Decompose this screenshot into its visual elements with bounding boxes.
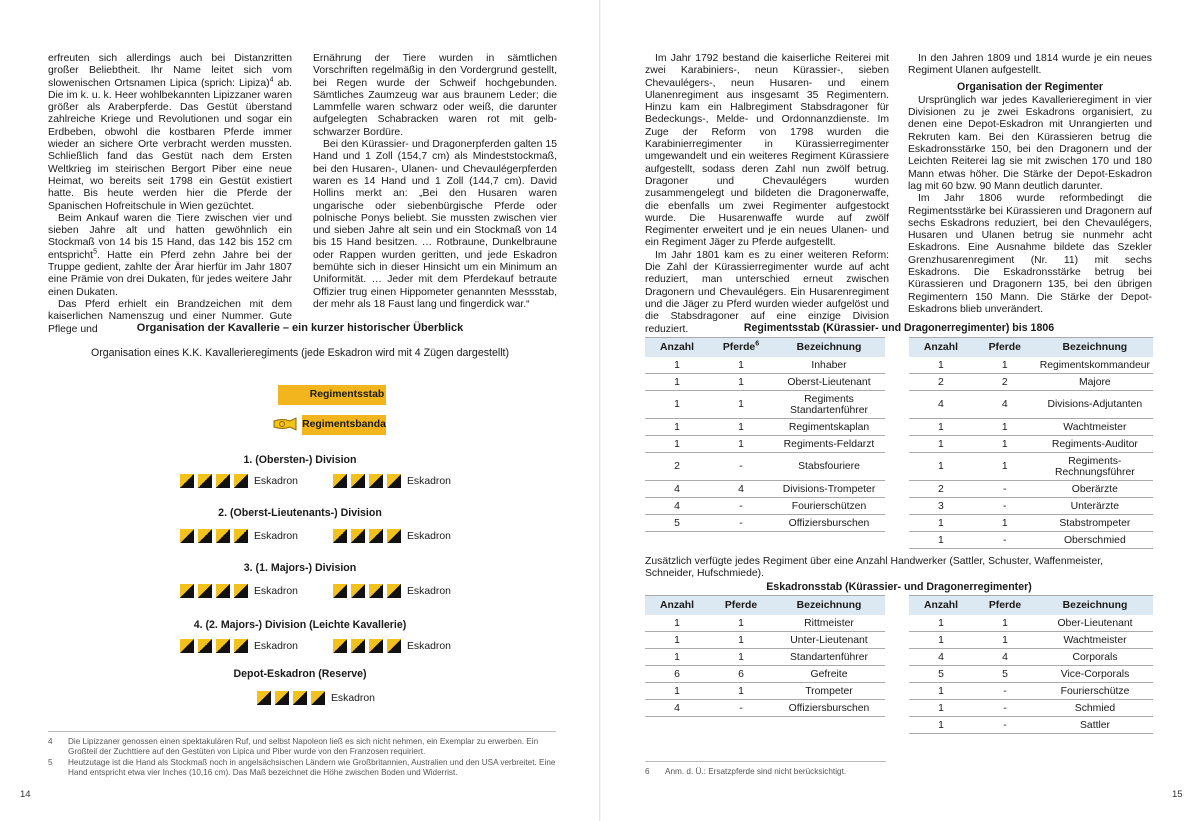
division-title: 4. (2. Majors-) Division (Leichte Kavallerie)	[193, 619, 407, 631]
zug-icon	[333, 639, 347, 653]
squadron-label: Eskadron	[407, 475, 451, 487]
zug-icon	[234, 474, 248, 488]
bugle-icon	[272, 417, 298, 431]
footnote: 4 Die Lipizzaner genossen einen spektakulären Ruf, und selbst Napoleon ließ es sich nicht nehmen, ein Exemplar zu erwerben. Ein Großteil der Zuchttiere auf den Gestüten von Lipica und Piber wurde von den Franzosen requiriert.	[48, 737, 539, 756]
page-number: 15	[1172, 789, 1183, 800]
zug-icon	[369, 639, 383, 653]
paragraph: Im Jahr 1806 wurde reformbedingt die Regimentsstärke bei Kürassieren und Dragonern auf sechs Eskadrons reduziert, bei den Chevaulégers, Husaren und Ulanen betrug sie nunmehr acht Eskadrons. Eine Ausnahme bildete das Szekler Grenzhusarenregiment (Nr. 11) mit sechs Eskadrons. Die Eskadronsstärke betrug bei Kürassieren und Dragonern 135, bei den übrigen Regimentern 150 Mann. Die Stärke der Depot-Eskadrons blieb unverändert.	[908, 193, 1152, 315]
regimentsbanda-label: Regimentsbanda	[302, 415, 386, 435]
zug-icon	[333, 474, 347, 488]
squadron-label: Eskadron	[254, 640, 298, 652]
zug-icon	[351, 584, 365, 598]
division-title: 1. (Obersten-) Division	[243, 454, 357, 466]
zug-icon	[351, 529, 365, 543]
footnote-ref[interactable]: 6	[755, 340, 760, 348]
zug-icon	[351, 639, 365, 653]
zug-icon	[198, 474, 212, 488]
squadron	[180, 584, 298, 598]
table-row: 2 - Stabsfouriere	[645, 453, 885, 481]
footnote-divider	[645, 761, 886, 762]
zug-icon	[333, 529, 347, 543]
zug-icon	[216, 584, 230, 598]
left-column-2	[313, 53, 557, 311]
footnote: 6 Anm. d. Ü.: Ersatzpferde sind nicht berücksichtigt.	[645, 767, 847, 776]
page-number: 14	[20, 789, 31, 800]
table-row: 1 1 Rittmeister	[645, 615, 885, 632]
squadron	[333, 584, 451, 598]
table-row: 1 - Oberschmied	[909, 532, 1153, 549]
column-header: Anzahl	[645, 338, 709, 358]
footnote-ref[interactable]: 5	[93, 248, 97, 256]
zug-icon	[234, 529, 248, 543]
zug-icon	[387, 529, 401, 543]
table-row: 1 - Schmied	[909, 700, 1153, 717]
table-row: 1 - Fourierschütze	[909, 683, 1153, 700]
zug-icon	[369, 474, 383, 488]
table-row: 1 1 Regiments-Feldarzt	[645, 436, 885, 453]
division-title: Depot-Eskadron (Reserve)	[233, 668, 367, 680]
column-header: Anzahl	[645, 596, 709, 616]
squadron-label: Eskadron	[254, 475, 298, 487]
zug-icon	[387, 474, 401, 488]
org-title: Organisation der Kavallerie – ein kurzer historischer Überblick	[136, 322, 464, 334]
squadron	[180, 474, 298, 488]
table2-left	[645, 595, 885, 717]
squadron-label: Eskadron	[254, 585, 298, 597]
column-header: Bezeichnung	[773, 338, 885, 358]
squadron	[180, 529, 298, 543]
table1-right	[909, 337, 1153, 549]
table-row: 1 1 Oberst-Lieutenant	[645, 374, 885, 391]
table2-title: Eskadronsstab (Kürassier- und Dragonerregimenter)	[766, 581, 1032, 593]
table1-title: Regimentsstab (Kürassier- und Dragonerregimenter) bis 1806	[743, 322, 1055, 334]
paragraph: Im Jahr 1801 kam es zu einer weiteren Reform: Die Zahl der Kürassierregimenter wurde auf acht reduziert, man unterschied erneut zwischen Dragonern und Chevaulégers. Ein Husarenregiment und die Jäger zu Pferd wurden wieder aufgelöst und die Stabsdragoner auf eine einzige Division reduziert.	[645, 249, 889, 335]
table-row: 1 1 Regiments- Rechnungsführer	[909, 453, 1153, 481]
zug-icon	[216, 529, 230, 543]
squadron	[333, 529, 451, 543]
regimentsstab-label: Regimentsstab	[308, 385, 386, 405]
table-row: 5 5 Vice-Corporals	[909, 666, 1153, 683]
paragraph: Ursprünglich war jedes Kavallerieregiment in vier Divisionen zu je zwei Eskadrons organisiert, zu denen eine Depot-Eskadron mit Unrangierten und Rekruten kam. Bei den Kürassieren betrug die Eskadronsstärke 150, bei den Dragonern und der Leichten Reiterei lag sie mit zwischen 170 und 180 Mann etwas höher. Die Stärke der Depot-Eskadron lag mit 60 bzw. 90 Mann deutlich darunter.	[908, 94, 1152, 192]
zug-icon	[275, 691, 289, 705]
zug-icon	[180, 474, 194, 488]
table-row: 6 6 Gefreite	[645, 666, 885, 683]
zug-icon	[198, 584, 212, 598]
paragraph: Ernährung der Tiere wurden in sämtlichen Vorschriften regelmäßig in den Vordergrund gestellt, bei Regen wurde der Schweif hochgebunden. Sämtliches Zaumzeug war aus braunem Leder; die Lammfelle waren schwarz oder weiß, die darunter aufgelegten Schabracken waren rot mit gelb-schwarzer Bordüre.	[313, 53, 557, 138]
table-row: 1 1 Regiments-Auditor	[909, 436, 1153, 453]
zug-icon	[333, 584, 347, 598]
division-title: 3. (1. Majors-) Division	[243, 562, 357, 574]
squadron-label: Eskadron	[331, 692, 375, 704]
zug-icon	[216, 639, 230, 653]
table-row: 1 1 Standartenführer	[645, 649, 885, 666]
table-row: 2 2 Majore	[909, 374, 1153, 391]
column-header: Bezeichnung	[1037, 338, 1153, 358]
squadron	[333, 474, 451, 488]
table-row: 1 1 Regimentskaplan	[645, 419, 885, 436]
squadron	[333, 639, 451, 653]
zug-icon	[387, 584, 401, 598]
zug-icon	[369, 529, 383, 543]
column-header: Anzahl	[909, 338, 973, 358]
column-header: Pferde	[709, 596, 773, 616]
column-header: Anzahl	[909, 596, 973, 616]
table-row: 1 1 Trompeter	[645, 683, 885, 700]
stab-color-block	[278, 385, 308, 405]
table1-left	[645, 337, 885, 532]
paragraph: Beim Ankauf waren die Tiere zwischen vier und sieben Jahre alt und hatten gewöhnlich ein Stockmaß von 14 bis 15 Hand, das 142 bis 152 cm entspricht$^5$. Hatte ein Pferd zehn Jahre bei der Truppe gedient, zahlte der Ärar hierfür im Jahr 1807 eine Prämie von drei Dukaten, für jedes weitere Jahr einen Dukaten.	[48, 212, 292, 298]
table-row: 1 1 Unter-Lieutenant	[645, 632, 885, 649]
additional-note: Zusätzlich verfügte jedes Regiment über eine Anzahl Handwerker (Sattler, Schuster, Waffenmeister, Schneider, Hufschmiede).	[645, 556, 1103, 580]
squadron-label: Eskadron	[407, 640, 451, 652]
paragraph: In den Jahren 1809 und 1814 wurde je ein neues Regiment Ulanen aufgestellt.	[908, 53, 1152, 77]
squadron	[257, 691, 375, 705]
paragraph: erfreuten sich allerdings auch bei Distanzritten großer Beliebtheit. Ihr Name leitet sich vom slowenischen Ortsnamen Lipica (sprich: Lipiza)$^4$ ab. Die im k. u. k. Heer wohlbekannten Lipizzaner waren größer als Araberpferde. Das Gestüt überstand zahlreiche Kriege und Revolutionen und sogar ein Erdbeben, obwohl die kostbaren Pferde immer wieder an sichere Orte verbracht werden mussten. Schließlich fand das Gestüt nach dem Ersten Weltkrieg im steirischen Bergort Piber eine neue Heimat, wo bereits seit 1798 ein Gestüt existiert hatte. Bis heute werden hier die Pferde der Spanischen Hofreitschule in Wien gezüchtet.	[48, 53, 292, 212]
table-row: 1 - Sattler	[909, 717, 1153, 734]
zug-icon	[351, 474, 365, 488]
zug-icon	[311, 691, 325, 705]
squadron-label: Eskadron	[407, 530, 451, 542]
table-row: 5 - Offiziersburschen	[645, 515, 885, 532]
column-header: Pferde	[973, 596, 1037, 616]
table-row: 1 1 Regiments Standartenführer	[645, 391, 885, 419]
right-column-2	[908, 53, 1152, 316]
table2-right	[909, 595, 1153, 734]
paragraph: Bei den Kürassier- und Dragonerpferden galten 15 Hand und 1 Zoll (154,7 cm) als Mindeststockmaß, bei den Husaren-, Ulanen- und Chevaulégerpferden waren es 14 Hand und 1 Zoll (144,7 cm). David Hollins merkt an: „Bei den Husaren waren ungarische oder siebenbürgische Pferde oder polnische Ponys beliebt. Sie mussten zwischen vier und sieben Jahre alt sein und ein Stockmaß von 14 bis 15 Hand besitzen. … Rotbraune, Dunkelbraune oder Rappen wurden geritten, und jede Eskadron bemühte sich in dieser Hinsicht um ein Minimum an Uniformität. … Jeder mit dem Pferdekauf betraute Offizier trug einen Hippometer genannten Messstab, der mehr als 18 Faust lang und fingerdick war.“	[313, 139, 557, 310]
column-header: Pferde$^6$	[709, 338, 773, 358]
footnote-ref[interactable]: 4	[269, 76, 274, 84]
zug-icon	[387, 639, 401, 653]
squadron	[180, 639, 298, 653]
zug-icon	[198, 639, 212, 653]
zug-icon	[369, 584, 383, 598]
table-row: 4 4 Corporals	[909, 649, 1153, 666]
zug-icon	[257, 691, 271, 705]
table-row: 4 4 Divisions-Adjutanten	[909, 391, 1153, 419]
column-header: Pferde	[973, 338, 1037, 358]
section-heading: Organisation der Regimenter	[957, 80, 1103, 93]
table-row: 1 1 Regimentskommandeur	[909, 357, 1153, 374]
table-row: 4 - Offiziersburschen	[645, 700, 885, 717]
table-row: 4 - Fourierschützen	[645, 498, 885, 515]
table-row: 1 1 Inhaber	[645, 357, 885, 374]
left-column-1	[48, 53, 292, 336]
zug-icon	[180, 529, 194, 543]
zug-icon	[216, 474, 230, 488]
table-row: 3 - Unterärzte	[909, 498, 1153, 515]
zug-icon	[180, 639, 194, 653]
zug-icon	[234, 584, 248, 598]
footnote: 5 Heutzutage ist die Hand als Stockmaß noch in angelsächsischen Ländern wie Großbritannien, Australien und den USA verbreitet. Eine Hand entspricht etwa vier Inches (10,16 cm). Das Maß bezeichnet die Höhe zwischen Boden und Widerrist.	[48, 758, 556, 777]
right-page	[600, 0, 1200, 821]
zug-icon	[293, 691, 307, 705]
column-header: Bezeichnung	[773, 596, 885, 616]
table-row: 1 1 Ober-Lieutenant	[909, 615, 1153, 632]
zug-icon	[180, 584, 194, 598]
squadron-label: Eskadron	[407, 585, 451, 597]
table-row: 4 4 Divisions-Trompeter	[645, 481, 885, 498]
squadron-label: Eskadron	[254, 530, 298, 542]
table-row: 1 1 Stabstrompeter	[909, 515, 1153, 532]
table-row: 2 - Oberärzte	[909, 481, 1153, 498]
paragraph: Das Pferd erhielt ein Brandzeichen mit dem kaiserlichen Namenszug und einer Nummer. Gute Pflege und	[48, 298, 292, 335]
column-header: Bezeichnung	[1037, 596, 1153, 616]
zug-icon	[198, 529, 212, 543]
right-column-1	[645, 53, 889, 336]
zug-icon	[234, 639, 248, 653]
org-subtitle: Organisation eines K.K. Kavallerieregiments (jede Eskadron wird mit 4 Zügen dargestellt)	[90, 347, 510, 359]
table-row: 1 1 Wachtmeister	[909, 419, 1153, 436]
division-title: 2. (Oberst-Lieutenants-) Division	[218, 507, 382, 519]
footnote-divider	[48, 731, 556, 732]
paragraph: Im Jahr 1792 bestand die kaiserliche Reiterei mit zwei Karabiniers-, neun Kürassier-, sieben Chevaulégers-, neun Husaren- und einem Ulanenregiment aus insgesamt 35 Regimentern. Hinzu kam ein Halbregiment Stabsdragoner für Bedeckungs-, Melde- und Ordonnanzdienste. Im Zuge der Reform von 1798 wurden die Karabinierregimenter in Kürassierregimenter umgewandelt und ein weiteres Regiment Kürassiere aufgestellt, sodass deren Zahl nun zwölf betrug. Dragoner und Chevaulégers wurden zusammengelegt und bildeten die Dragonerwaffe, die ebenfalls um zwei Regimenter aufgestockt wurde. Die Husarenwaffe wurde auf zwölf Regimenter erweitert und je ein neues Ulanen- und ein Regiment Jäger zu Pferde aufgestellt.	[645, 53, 889, 249]
table-row: 1 1 Wachtmeister	[909, 632, 1153, 649]
